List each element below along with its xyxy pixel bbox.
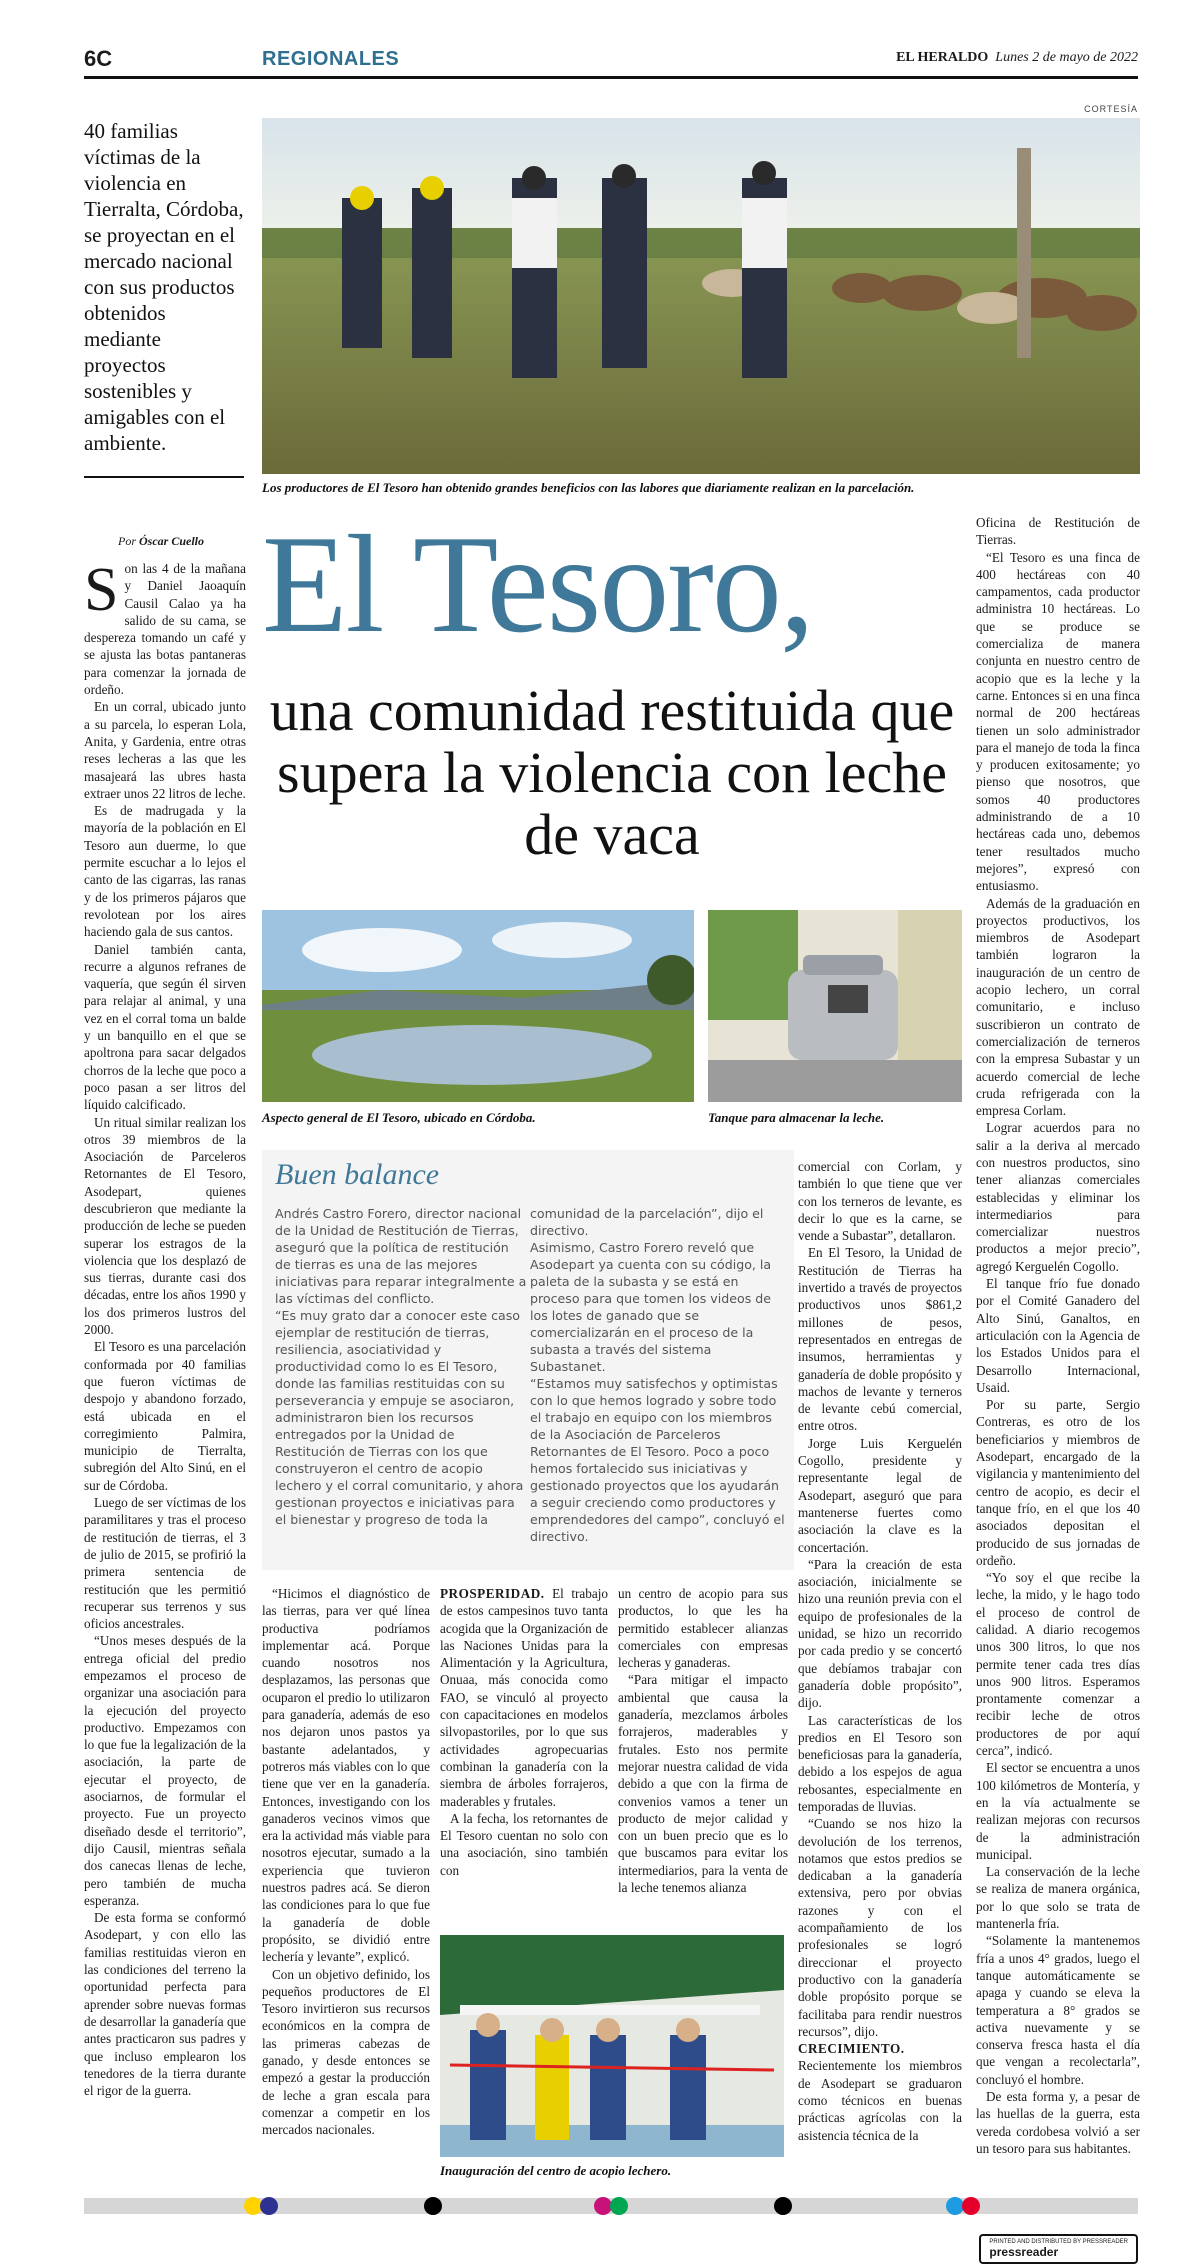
byline-prefix: Por bbox=[118, 534, 136, 548]
article-column-6 bbox=[976, 514, 1140, 2157]
dropcap-letter: S bbox=[84, 556, 119, 624]
paragraph: on las 4 de la mañana y Daniel Jaoaquín Causil Calao ya ha salido de su cama, se despereza tomando un café y se ajusta las botas pantaneras para comenzar la jornada de ordeño. bbox=[84, 561, 246, 698]
paragraph: Recientemente los miembros de Asodepart se graduaron como técnicos en buenas prácticas agrícolas con la asistencia técnica de la bbox=[798, 2058, 962, 2143]
paragraph: De esta forma se conformó Asodepart, y con ello las familias restituidas vieron en las condiciones del terreno la oportunidad perfecta para aprender sobre nuevas formas de desarrollar la ganadería que antes practicaron sus padres y que incluso emplearon los tenedores de la tierra durante el rigor de la guerra. bbox=[84, 1910, 246, 2099]
byline-author: Óscar Cuello bbox=[139, 534, 205, 548]
color-dot bbox=[962, 2197, 980, 2215]
paragraph: De esta forma y, a pesar de las huellas de la guerra, esta vereda cordobesa volvió a ser un tesoro para sus habitantes. bbox=[976, 2089, 1140, 2156]
milk-tank-photo bbox=[708, 910, 962, 1102]
paragraph: “Es muy grato dar a conocer este caso ejemplar de restitución de tierras, resiliencia, asociatividad y productividad como lo es El Tesoro, donde las familias restituidas con su perseverancia y empuje se asociaron, administraron bien los recursos entregados por la Unidad de Restitución de Tierras con los que construyeron el centro de acopio lechero y el corral comunitario, y ahora gestionan proyectos e iniciativas para el bienestar y progreso de toda la bbox=[275, 1308, 524, 1527]
paragraph: Es de madrugada y la mayoría de la población en El Tesoro aun duerme, lo que permite escuchar a lo lejos el canto de las cigarras, las ranas y de los primeros pájaros que revolotean por los aires haciendo gala de sus cantos. bbox=[84, 803, 246, 940]
top-photo-caption: Los productores de El Tesoro han obtenido grandes beneficios con las labores que diariamente realizan en la parcelación. bbox=[262, 480, 915, 495]
headline: El Tesoro, bbox=[262, 507, 813, 662]
paragraph: Oficina de Restitución de Tierras. bbox=[976, 515, 1140, 548]
paragraph: Luego de ser víctimas de los paramilitares y tras el proceso de restitución de tierras, el 3 de julio de 2015, se profirió la primera sentencia de restitución que les permitió recuperar sus terrenos y sus oficios ancestrales. bbox=[84, 1495, 246, 1632]
paragraph: En un corral, ubicado junto a su parcela, lo esperan Lola, Anita, y Gardenia, entre otras reses lecheras a las que les masajeará las ubres hasta extraer unos 22 litros de leche. bbox=[84, 699, 246, 801]
paragraph: El trabajo de estos campesinos tuvo tanta acogida que la Organización de las Naciones Unidas para la Alimentación y la Agricultura, Onuaa, más conocida como FAO, se vinculó al proyecto con capacitaciones en modelos silvopastoriles, por lo que sus actividades agropecuarias combinan la ganadería con la siembra de árboles forrajeros, maderables y frutales. bbox=[440, 1586, 608, 1809]
landscape-photo bbox=[262, 910, 694, 1102]
paragraph: “Hicimos el diagnóstico de las tierras, para ver qué línea productiva podríamos implementar acá. Porque cuando nosotros nos desplazamos, las personas que ocuparon el predio lo utilizaron para ganadería, además de eso nos dejaron unos pastos ya bastante adelantados, y potreros más viables con lo que tiene que ver en la ganadería. Entonces, investigando con los ganaderos vecinos vimos que era la actividad más viable para nosotros ejecutar, sumado a la experiencia que tuvieron nuestros padres acá. Se dieron las condiciones para lo que fue la ganadería de doble propósito, se dividió entre lechería y levante”, explicó. bbox=[262, 1586, 430, 1965]
paragraph: comunidad de la parcelación”, dijo el directivo. bbox=[530, 1206, 764, 1238]
paragraph: A la fecha, los retornantes de El Tesoro cuentan no solo con una asociación, sino también con bbox=[440, 1810, 608, 1878]
kicker-rule bbox=[84, 476, 244, 478]
page-number: 6C bbox=[84, 46, 113, 71]
paragraph: En El Tesoro, la Unidad de Restitución de Tierras ha invertido a través de proyectos productivos unos $861,2 millones de pesos, representados en entregas de insumos, herramientas y ganadería de doble propósito y machos de levante y terneros de levante cebú comercial, entre otros. bbox=[798, 1245, 962, 1434]
brand-name: pressreader bbox=[989, 2245, 1059, 2259]
paragraph: Daniel también canta, recurre a algunos refranes de vaquería, que según él sirven para relajar al animal, y una vez en el corral toma un balde y un banquillo en el que se apoltrona para sacar delgados chorros de la leche que poco a poco pasan a ser litros del líquido calcificado. bbox=[84, 941, 246, 1113]
paragraph: “El Tesoro es una finca de 400 hectáreas con 40 campamentos, cada productor administra 10 hectáreas. Lo que se produce se comercializa de manera conjunta en nuestro centro de acopio que es la leche y la carne. Entonces si en una finca normal de 200 hectáreas tienen un solo administrador para el manejo de toda la finca y producen exitosamente; yo pienso que nosotros, que somos 40 productores administrando de a 10 hectáreas cada uno, debemos tener resultados mucho mejores”, expresó con entusiasmo. bbox=[976, 549, 1140, 894]
color-dot bbox=[610, 2197, 628, 2215]
sidebar-column-2 bbox=[530, 1205, 788, 1545]
paragraph: “Cuando se nos hizo la devolución de los terrenos, notamos que estos predios se dedicaban a la ganadería extensiva, pero por obvias razones y con el acompañamiento de los profesionales se logró direccionar el proyecto productivo con la ganadería doble propósito porque se facilitaba para rendir nuestros recursos”, dijo. bbox=[798, 1816, 962, 2039]
farmers-cattle-photo bbox=[262, 118, 1140, 474]
paragraph: Un ritual similar realizan los otros 39 miembros de la Asociación de Parceleros Retornantes de El Tesoro, Asodepart, quienes descubrieron que mediante la producción de leche se pueden superar los estragos de la violencia que los desplazó de sus tierras, durante casi dos décadas, entre los años 1990 y los dos primeros lustros del 2000. bbox=[84, 1114, 246, 1338]
pressreader-logo[interactable] bbox=[979, 2234, 1138, 2264]
footer-fine-print: PRINTED AND DISTRIBUTED BY PRESSREADER bbox=[989, 2239, 1128, 2245]
paragraph: Las características de los predios en El Tesoro son beneficiosas para la ganadería, debido a los espejos de agua rebosantes, especialmente en temporadas de lluvias. bbox=[798, 1712, 962, 1814]
article-column-4 bbox=[618, 1585, 788, 1896]
inauguration-caption: Inauguración del centro de acopio lechero. bbox=[440, 2163, 672, 2178]
paragraph: “Solamente la mantenemos fría a unos 4° grados, luego el tanque automáticamente se apaga y cuando se eleva la temperatura a 8° grados se activa nuevamente y se conserva fresca hasta el día que vengan a recolectarla”, concluyó el hombre. bbox=[976, 1933, 1140, 2087]
tank-photo bbox=[708, 910, 962, 1102]
byline bbox=[118, 534, 204, 549]
article-column-5 bbox=[798, 1158, 962, 2144]
article-column-2 bbox=[262, 1585, 430, 2139]
kicker-text: 40 familias víctimas de la violencia en Tierralta, Córdoba, se proyectan en el mercado nacional con sus productos obtenidos mediante proyectos sostenibles y amigables con el ambiente. bbox=[84, 119, 244, 455]
paragraph: un centro de acopio para sus productos, lo que les ha permitido establecer alianzas comerciales con empresas lecheras y ganaderas. bbox=[618, 1586, 788, 1671]
paragraph: El Tesoro es una parcelación conformada por 40 familias que fueron víctimas de despojo y abandono forzado, está ubicada en el corregimiento Palmira, municipio de Tierralta, subregión del Alto Sinú, en el sur de Córdoba. bbox=[84, 1339, 246, 1493]
paragraph: Además de la graduación en proyectos productivos, los miembros de Asodepart también lograron la inauguración de un centro de acopio lechero, un corral comunitario, e incluso suscribieron un contrato de comercialización de terneros con la empresa Subastar y un acuerdo comercial de leche cruda refrigerada con la empresa Corlam. bbox=[976, 895, 1140, 1119]
paragraph: “Yo soy el que recibe la leche, la mido, y le hago todo el proceso de control de calidad. A diario recogemos unos 300 litros, lo que nos permite tener cada tres días unos 900 litros. Esperamos prontamente comenzar a recibir leche de otros productores de por aquí cerca”, indicó. bbox=[976, 1570, 1140, 1759]
pasture-water-photo bbox=[262, 910, 694, 1102]
paragraph: El sector se encuentra a unos 100 kilómetros de Montería, y en la vía actualmente se realizan mejoras con recursos de la administración municipal. bbox=[976, 1760, 1140, 1862]
header-rule bbox=[84, 76, 1138, 79]
paragraph: Andrés Castro Forero, director nacional de la Unidad de Restitución de Tierras, aseguró que la política de restitución de tierras es una de las mejores iniciativas para reparar integralmente a las víctimas del conflicto. bbox=[275, 1206, 527, 1306]
tank-caption: Tanque para almacenar la leche. bbox=[708, 1110, 885, 1125]
paragraph: El tanque frío fue donado por el Comité Ganadero del Alto Sinú, Ganaltos, en articulación con la Agencia de los Estados Unidos para el Desarrollo Internacional, Usaid. bbox=[976, 1276, 1140, 1395]
masthead-date bbox=[896, 50, 1138, 66]
color-dot bbox=[424, 2197, 442, 2215]
paragraph: comercial con Corlam, y también lo que tiene que ver con los terneros de levante, es decir lo que es la carne, se vende a Subastar”, detallaron. bbox=[798, 1159, 962, 1244]
landscape-caption: Aspecto general de El Tesoro, ubicado en Córdoba. bbox=[262, 1110, 536, 1125]
subheadline: una comunidad restituida que supera la violencia con leche de vaca bbox=[269, 678, 955, 867]
inauguration-photo bbox=[440, 1935, 784, 2157]
paragraph: La conservación de la leche se realiza de manera orgánica, por lo que solo se trata de mantenerla fría. bbox=[976, 1864, 1140, 1932]
paragraph: Lograr acuerdos para no salir a la deriva al mercado con nuestros productos, sino tener alianzas comerciales establecidas y eliminar los intermediarios para comercializar nuestros productos a mejor precio”, agregó Kerguelén Cogollo. bbox=[976, 1120, 1140, 1274]
sidebar-title: Buen balance bbox=[275, 1158, 440, 1191]
issue-date: Lunes 2 de mayo de 2022 bbox=[995, 50, 1138, 65]
paragraph: “Para mitigar el impacto ambiental que causa la ganadería, mezclamos árboles forrajeros, maderables y frutales. Esto nos permite mejorar nuestra calidad de vida debido a que con la firma de convenios vamos a tener un producto de mejor calidad y con un buen precio que es lo que buscamos para evitar los intermediarios, para la venta de la leche tenemos alianza bbox=[618, 1672, 788, 1896]
color-dot bbox=[774, 2197, 792, 2215]
paragraph: Por su parte, Sergio Contreras, es otro de los beneficiarios y miembros de Asodepart, encargado de la vigilancia y mantenimiento del centro de acopio, es decir el tanque frío, en el que los 40 asociados depositan el producido de sus jornadas de ordeño. bbox=[976, 1397, 1140, 1568]
section-lead: PROSPERIDAD. bbox=[440, 1586, 545, 1601]
top-photo bbox=[262, 118, 1140, 474]
article-column-3 bbox=[440, 1585, 608, 1879]
paragraph: Con un objetivo definido, los pequeños productores de El Tesoro invirtieron sus recursos económicos en la compra de las primeras cabezas de ganado, y desde entonces se empezó a gestar la producción de leche a gran escala para comenzar a competir en los mercados nacionales. bbox=[262, 1966, 430, 2138]
paper-name: EL HERALDO bbox=[896, 50, 989, 65]
section-lead: CRECIMIENTO. bbox=[798, 2041, 905, 2057]
print-color-bar bbox=[84, 2198, 1138, 2214]
paragraph: “Unos meses después de la entrega oficial del predio empezamos el proceso de organizar una asociación para la ejecución del proyecto productivo. Empezamos con lo que fue la legalización de la asociación, la parte de ejecutar el proyecto, de asociarnos, de formular el proyecto. Fue un proyecto diseñado desde el territorio”, dijo Causil, mientras señala dos canecas llenas de leche, pero también de mucha esperanza. bbox=[84, 1633, 246, 1908]
sidebar-column-1 bbox=[275, 1205, 527, 1528]
section-title: REGIONALES bbox=[262, 48, 400, 70]
paragraph: “Para la creación de esta asociación, inicialmente se hizo una reunión previa con el equipo de profesionales de la unidad, se hizo un recorrido por cada predio y se concertó que debíamos trabajar con ganadería doble propósito”, dijo. bbox=[798, 1556, 962, 1711]
article-column-1 bbox=[84, 556, 246, 2099]
color-dot bbox=[260, 2197, 278, 2215]
paragraph: “Estamos muy satisfechos y optimistas con lo que hemos logrado y sobre todo el trabajo en equipo con los miembros de la Asociación de Parceleros Retornantes de El Tesoro. Poco a poco hemos fortalecido sus iniciativas y gestionado proyectos que los ayudarán a seguir creciendo como productores y emprendedores del campo”, concluyó el directivo. bbox=[530, 1376, 785, 1544]
paragraph: Asimismo, Castro Forero reveló que Asodepart ya cuenta con su código, la paleta de la subasta y se está en proceso para que tomen los videos de los lotes de ganado que se comercializarán en el proceso de la subasta a través del sistema Subastanet. bbox=[530, 1240, 772, 1374]
photo-credit: CORTESÍA bbox=[1084, 104, 1138, 114]
paragraph: Jorge Luis Kerguelén Cogollo, presidente y representante legal de Asodepart, aseguró que para mantenerse fuertes como asociación la clave es la concertación. bbox=[798, 1435, 962, 1555]
ribbon-cutting-photo bbox=[440, 1935, 784, 2157]
